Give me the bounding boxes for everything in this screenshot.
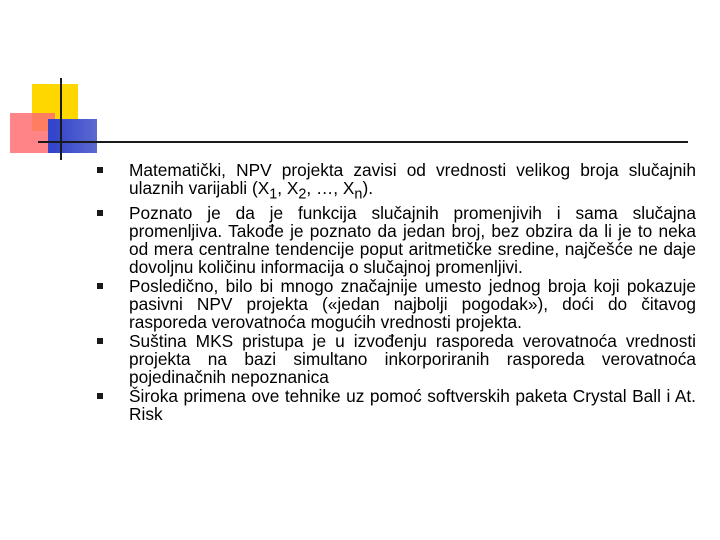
square-bullet-icon xyxy=(97,283,103,289)
bullet-item xyxy=(96,387,696,423)
bullet-text: Poznato je da je funkcija slučajnih promenjivih i sama slučajna promenljiva. Takođe je poznato da jedan broj, bez obzira da li je to neka od mera centralne tendencije poput aritmetičke sredine, najčešće ne daje dovoljnu količinu informacija o slučajnoj promenljivi. xyxy=(129,203,696,278)
bullet-text: Posledično, bilo bi mnogo značajnije umesto jednog broja koji pokazuje pasivni NPV projekta («jedan najbolji pogodak»), doći do čitavog rasporeda verovatnoća mogućih vrednosti projekta. xyxy=(129,276,696,333)
square-bullet-icon xyxy=(97,338,103,344)
square-bullet-icon xyxy=(97,393,103,399)
subscript: n xyxy=(354,186,363,203)
bullet-item xyxy=(96,277,696,331)
bullet-item xyxy=(96,161,696,203)
square-bullet-icon xyxy=(97,167,103,173)
bullet-item xyxy=(96,204,696,276)
bullet-list xyxy=(96,161,696,423)
decorative-vertical-line xyxy=(60,78,62,160)
bullet-text: Suština MKS pristupa je u izvođenju rasporeda verovatnoća vrednosti projekta na bazi simultano inkorporiranih rasporeda verovatnoća pojedinačnih nepoznanica xyxy=(129,331,696,388)
subscript: 1 xyxy=(269,186,278,203)
bullet-text: Matematički, NPV projekta zavisi od vrednosti velikog broja slučajnih ulaznih varijabli ($X_1$, $X_2$, …, $X_n$). xyxy=(129,160,696,203)
subscript: 2 xyxy=(298,186,307,203)
square-bullet-icon xyxy=(97,210,103,216)
bullet-text: Široka primena ove tehnike uz pomoć softverskih paketa Crystal Ball i At. Risk xyxy=(129,386,696,425)
bullet-item xyxy=(96,332,696,386)
title-divider-line xyxy=(38,141,688,143)
